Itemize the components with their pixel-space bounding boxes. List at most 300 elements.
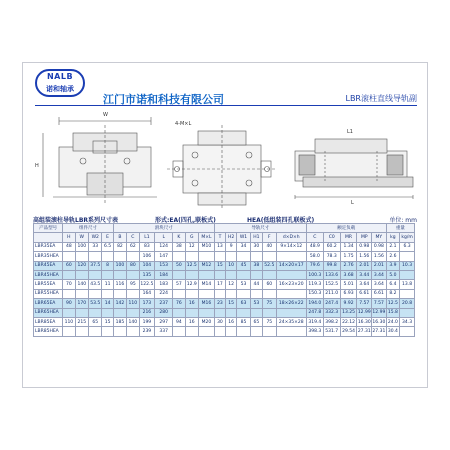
- table-cell: [75, 327, 88, 336]
- table-cell: [400, 252, 415, 261]
- table-cell: 3.68: [340, 270, 357, 279]
- table-cell: 170: [75, 299, 88, 308]
- header-group-cell: 产品型号: [34, 224, 63, 233]
- table-cell: [89, 270, 102, 279]
- table-cell: 120: [75, 261, 88, 270]
- table-cell: 44: [250, 280, 262, 289]
- top-view-drawing: [167, 125, 277, 209]
- column-header-cell: H1: [250, 233, 262, 242]
- hole-label: 4-M×L: [175, 121, 192, 127]
- table-cell: [113, 327, 126, 336]
- column-header-cell: H: [63, 233, 75, 242]
- table-cell: 173: [139, 299, 155, 308]
- table-cell: [276, 252, 306, 261]
- table-cell: 53: [237, 280, 250, 289]
- table-cell: 30: [250, 242, 262, 251]
- table-body: [34, 242, 415, 336]
- table-cell: 75: [263, 317, 276, 326]
- table-cell: 184: [155, 270, 173, 279]
- table-cell: [102, 252, 113, 261]
- table-cell: 398.2: [323, 317, 340, 326]
- table-cell: 211.0: [323, 289, 340, 298]
- table-cell: 2.01: [357, 261, 372, 270]
- table-cell: [173, 308, 185, 317]
- table-cell: 58.0: [306, 252, 323, 261]
- table-cell: 3.9: [386, 261, 399, 270]
- column-header-cell: L: [155, 233, 173, 242]
- table-cell: 75: [263, 299, 276, 308]
- table-cell: [63, 308, 75, 317]
- model-cell: LBR65EA: [34, 299, 63, 308]
- table-cell: 133.6: [323, 270, 340, 279]
- table-row: [34, 317, 415, 326]
- table-cell: 6.3: [400, 242, 415, 251]
- table-cell: [127, 308, 139, 317]
- table-cell: [214, 327, 225, 336]
- table-cell: 116: [113, 280, 126, 289]
- model-cell: LBR45HEA: [34, 270, 63, 279]
- table-cell: [127, 270, 139, 279]
- table-cell: [63, 252, 75, 261]
- column-header-cell: W: [75, 233, 88, 242]
- table-cell: 53.5: [89, 299, 102, 308]
- table-cell: [226, 270, 237, 279]
- table-cell: [75, 308, 88, 317]
- table-cell: [226, 327, 237, 336]
- table-cell: 10: [226, 261, 237, 270]
- unit-label: 单位: mm: [389, 217, 417, 224]
- table-cell: 100: [113, 261, 126, 270]
- table-cell: [75, 289, 88, 298]
- column-header-cell: MR: [340, 233, 357, 242]
- table-cell: 27.31: [357, 327, 372, 336]
- table-row: [34, 261, 415, 270]
- table-cell: 18×26×22: [276, 299, 306, 308]
- table-caption-left: 高组装滚柱导轨LBR系列尺寸表: [33, 217, 119, 224]
- table-cell: 3.64: [357, 280, 372, 289]
- table-cell: [237, 327, 250, 336]
- table-cell: 247.4: [323, 299, 340, 308]
- table-cell: 12.5: [386, 299, 399, 308]
- table-cell: [276, 327, 306, 336]
- table-cell: [127, 252, 139, 261]
- table-cell: 20.8: [400, 299, 415, 308]
- model-cell: LBR85EA: [34, 317, 63, 326]
- table-cell: M12: [199, 261, 215, 270]
- header-group-cell: 额定负载: [306, 224, 386, 233]
- table-cell: 5.0: [386, 270, 399, 279]
- table-cell: 17: [214, 280, 225, 289]
- table-cell: [214, 252, 225, 261]
- model-cell: LBR35HEA: [34, 252, 63, 261]
- table-cell: 9×14×12: [276, 242, 306, 251]
- table-cell: 43.5: [89, 280, 102, 289]
- model-cell: LBR65HEA: [34, 308, 63, 317]
- table-cell: 78.3: [323, 252, 340, 261]
- column-header-cell: MP: [357, 233, 372, 242]
- table-cell: [63, 289, 75, 298]
- table-cell: 15: [102, 317, 113, 326]
- table-cell: 16: [185, 299, 198, 308]
- table-cell: 2.1: [386, 242, 399, 251]
- table-cell: 9: [226, 242, 237, 251]
- column-header-cell: W2: [89, 233, 102, 242]
- table-cell: [63, 327, 75, 336]
- table-cell: 124: [155, 242, 173, 251]
- table-cell: 337: [155, 327, 173, 336]
- table-cell: [63, 270, 75, 279]
- table-cell: 1.56: [372, 252, 387, 261]
- table-cell: 65: [250, 317, 262, 326]
- table-row: [34, 299, 415, 308]
- table-cell: 38: [173, 242, 185, 251]
- model-cell: LBR55HEA: [34, 289, 63, 298]
- column-header-cell: MY: [372, 233, 387, 242]
- column-header-cell: W1: [237, 233, 250, 242]
- column-header-cell: kg/m: [400, 233, 415, 242]
- table-cell: 7.57: [357, 299, 372, 308]
- table-row: [34, 252, 415, 261]
- table-cell: 70: [63, 280, 75, 289]
- table-cell: [173, 327, 185, 336]
- table-cell: [250, 327, 262, 336]
- table-cell: 3.44: [357, 270, 372, 279]
- table-cell: [199, 252, 215, 261]
- table-cell: 24.0: [386, 317, 399, 326]
- table-cell: 60.2: [323, 242, 340, 251]
- spec-table: [33, 223, 415, 337]
- table-cell: [113, 289, 126, 298]
- table-cell: [89, 327, 102, 336]
- table-cell: 15: [214, 261, 225, 270]
- table-row: [34, 270, 415, 279]
- table-cell: [127, 327, 139, 336]
- front-view-drawing: [43, 117, 157, 203]
- table-cell: 1.56: [357, 252, 372, 261]
- table-cell: 76: [173, 299, 185, 308]
- table-cell: 12.99: [372, 308, 387, 317]
- table-cell: 12.9: [185, 280, 198, 289]
- table-cell: [226, 252, 237, 261]
- table-cell: 79.6: [306, 261, 323, 270]
- table-cell: 9.92: [340, 299, 357, 308]
- table-cell: 297: [155, 317, 173, 326]
- table-cell: 110: [127, 299, 139, 308]
- logo-subtext: 诺和轴承: [46, 85, 74, 93]
- table-cell: 62: [127, 242, 139, 251]
- table-cell: 150.3: [306, 289, 323, 298]
- table-cell: [173, 289, 185, 298]
- table-cell: 11: [102, 280, 113, 289]
- table-cell: [226, 289, 237, 298]
- table-cell: 6.61: [372, 289, 387, 298]
- table-cell: 63: [237, 299, 250, 308]
- series-title: LBR滚柱直线导轨副: [345, 94, 417, 103]
- table-cell: 65: [89, 317, 102, 326]
- table-cell: 8.2: [386, 289, 399, 298]
- table-cell: [400, 308, 415, 317]
- column-header-cell: [34, 233, 63, 242]
- table-cell: 99.8: [323, 261, 340, 270]
- table-row: [34, 308, 415, 317]
- table-cell: 15.8: [386, 308, 399, 317]
- table-cell: [89, 308, 102, 317]
- column-header-cell: C: [306, 233, 323, 242]
- table-cell: 24×35×28: [276, 317, 306, 326]
- length-l1-label: L1: [347, 129, 353, 135]
- table-cell: 6.4: [386, 280, 399, 289]
- table-cell: 194.0: [306, 299, 323, 308]
- table-cell: [199, 270, 215, 279]
- column-header-cell: T: [214, 233, 225, 242]
- table-row: [34, 327, 415, 336]
- table-cell: [199, 308, 215, 317]
- table-cell: 6.61: [357, 289, 372, 298]
- table-cell: 1.75: [340, 252, 357, 261]
- column-header-cell: kg: [386, 233, 399, 242]
- table-cell: 22.12: [340, 317, 357, 326]
- table-caption-right: HEA(低组装四孔联板式): [247, 217, 315, 224]
- table-cell: [400, 270, 415, 279]
- table-row: [34, 289, 415, 298]
- table-cell: 140: [75, 280, 88, 289]
- table-row: [34, 280, 415, 289]
- table-cell: [214, 289, 225, 298]
- table-cell: [263, 327, 276, 336]
- table-cell: [263, 289, 276, 298]
- table-cell: 332.3: [323, 308, 340, 317]
- technical-drawings: [33, 111, 419, 211]
- table-cell: 6.5: [102, 242, 113, 251]
- header-group-cell: 导轨尺寸: [214, 224, 306, 233]
- column-header-cell: M×L: [199, 233, 215, 242]
- header-group-cell: 组件尺寸: [63, 224, 114, 233]
- table-cell: M16: [199, 299, 215, 308]
- column-header-cell: B: [113, 233, 126, 242]
- table-cell: [75, 252, 88, 261]
- table-cell: 100.3: [306, 270, 323, 279]
- table-cell: [113, 270, 126, 279]
- table-cell: 398.3: [306, 327, 323, 336]
- table-cell: [400, 327, 415, 336]
- table-cell: 16×23×20: [276, 280, 306, 289]
- table-cell: 38: [250, 261, 262, 270]
- length-label: L: [351, 200, 354, 206]
- table-cell: [185, 289, 198, 298]
- side-view-drawing: [295, 139, 413, 199]
- table-cell: [226, 308, 237, 317]
- header-group-row: [34, 224, 415, 233]
- table-cell: [237, 289, 250, 298]
- table-cell: [276, 289, 306, 298]
- width-label: W: [103, 112, 108, 118]
- table-cell: 140: [127, 317, 139, 326]
- table-cell: 16: [185, 317, 198, 326]
- table-cell: 5.01: [340, 280, 357, 289]
- table-cell: [113, 252, 126, 261]
- table-cell: [263, 308, 276, 317]
- table-cell: [250, 252, 262, 261]
- table-cell: 14: [102, 299, 113, 308]
- table-cell: [102, 289, 113, 298]
- column-header-cell: d×D×h: [276, 233, 306, 242]
- company-name: 江门市诺和科技有限公司: [103, 93, 224, 106]
- table-cell: 215: [75, 317, 88, 326]
- model-cell: LBR45EA: [34, 261, 63, 270]
- table-cell: 135: [139, 270, 155, 279]
- column-header-cell: E: [102, 233, 113, 242]
- table-row: [34, 242, 415, 251]
- table-cell: [214, 270, 225, 279]
- table-cell: 12.99: [357, 308, 372, 317]
- table-cell: 7.57: [372, 299, 387, 308]
- column-header-row: [34, 233, 415, 242]
- table-cell: 14×20×17: [276, 261, 306, 270]
- column-header-cell: F: [263, 233, 276, 242]
- table-cell: 164: [139, 289, 155, 298]
- table-cell: [250, 308, 262, 317]
- table-cell: M10: [199, 242, 215, 251]
- table-cell: [102, 327, 113, 336]
- table-cell: 13.8: [400, 280, 415, 289]
- table-cell: 16.30: [372, 317, 387, 326]
- table-cell: [237, 270, 250, 279]
- table-cell: 60: [263, 280, 276, 289]
- table-cell: 0.98: [372, 242, 387, 251]
- table-cell: [276, 270, 306, 279]
- table-cell: 142: [113, 299, 126, 308]
- table-cell: 104: [139, 261, 155, 270]
- table-cell: 3.64: [372, 280, 387, 289]
- table-cell: 90: [63, 299, 75, 308]
- table-cell: 80: [127, 261, 139, 270]
- table-cell: 37.5: [89, 261, 102, 270]
- table-cell: 52.5: [263, 261, 276, 270]
- table-cell: 185: [113, 317, 126, 326]
- table-cell: 2.6: [386, 252, 399, 261]
- table-cell: [214, 308, 225, 317]
- table-cell: 152.5: [323, 280, 340, 289]
- table-cell: 45: [237, 261, 250, 270]
- logo-text: NALB: [46, 72, 74, 81]
- table-cell: 33: [89, 242, 102, 251]
- table-cell: 147: [155, 252, 173, 261]
- table-cell: [276, 308, 306, 317]
- drawing-svg: [33, 111, 419, 211]
- table-cell: [75, 270, 88, 279]
- table-cell: [250, 270, 262, 279]
- table-cell: [185, 252, 198, 261]
- model-cell: LBR55EA: [34, 280, 63, 289]
- table-cell: 280: [155, 308, 173, 317]
- table-cell: 85: [237, 317, 250, 326]
- model-cell: LBR35EA: [34, 242, 63, 251]
- table-cell: 48: [63, 242, 75, 251]
- table-cell: [237, 308, 250, 317]
- column-header-cell: G: [185, 233, 198, 242]
- table-caption-middle: 形式:EA(四孔,联板式): [155, 217, 216, 224]
- catalog-page: [22, 62, 428, 388]
- height-label: H: [35, 163, 39, 169]
- header-group-cell: 滑块尺寸: [113, 224, 214, 233]
- table-cell: [113, 308, 126, 317]
- table-cell: [185, 308, 198, 317]
- table-cell: [237, 252, 250, 261]
- table-cell: 13: [214, 242, 225, 251]
- table-cell: [173, 270, 185, 279]
- table-cell: 239: [139, 327, 155, 336]
- column-header-cell: K: [173, 233, 185, 242]
- table-cell: [199, 327, 215, 336]
- table-cell: M20: [199, 317, 215, 326]
- table-cell: [199, 289, 215, 298]
- table-cell: 12: [185, 242, 198, 251]
- column-header-cell: H2: [226, 233, 237, 242]
- table-cell: 34: [237, 242, 250, 251]
- table-cell: 12.5: [185, 261, 198, 270]
- model-cell: LBR85HEA: [34, 327, 63, 336]
- table-cell: M14: [199, 280, 215, 289]
- table-cell: 29.54: [340, 327, 357, 336]
- table-cell: [89, 289, 102, 298]
- table-cell: 13.25: [340, 308, 357, 317]
- table-cell: [102, 270, 113, 279]
- table-cell: 50: [173, 261, 185, 270]
- table-cell: [89, 252, 102, 261]
- table-cell: 319.4: [306, 317, 323, 326]
- column-header-cell: L1: [139, 233, 155, 242]
- table-cell: 82: [113, 242, 126, 251]
- table-cell: 23: [214, 299, 225, 308]
- table-cell: 100: [75, 242, 88, 251]
- table-cell: 15: [226, 299, 237, 308]
- table-cell: 30: [214, 317, 225, 326]
- table-cell: 8: [102, 261, 113, 270]
- table-cell: 110: [63, 317, 75, 326]
- column-header-cell: C0: [323, 233, 340, 242]
- table-cell: [102, 308, 113, 317]
- header-divider: [35, 105, 417, 106]
- table-cell: 119.3: [306, 280, 323, 289]
- table-cell: 122.5: [139, 280, 155, 289]
- table-cell: 30.4: [386, 327, 399, 336]
- table-cell: 12: [226, 280, 237, 289]
- table-cell: 224: [155, 289, 173, 298]
- table-cell: 34.3: [400, 317, 415, 326]
- table-cell: 0.98: [357, 242, 372, 251]
- table-cell: 183: [155, 280, 173, 289]
- table-cell: 57: [173, 280, 185, 289]
- table-cell: 16: [226, 317, 237, 326]
- table-cell: 2.01: [372, 261, 387, 270]
- table-cell: 53: [250, 299, 262, 308]
- table-cell: 199: [139, 317, 155, 326]
- table-cell: 6.93: [340, 289, 357, 298]
- column-header-cell: C: [127, 233, 139, 242]
- table-cell: 48.9: [306, 242, 323, 251]
- table-cell: 3.44: [372, 270, 387, 279]
- table-cell: 16.30: [357, 317, 372, 326]
- table-cell: 247.8: [306, 308, 323, 317]
- table-cell: 27.31: [372, 327, 387, 336]
- table-cell: [185, 270, 198, 279]
- table-cell: [400, 289, 415, 298]
- table-cell: 40: [263, 242, 276, 251]
- table-cell: [173, 252, 185, 261]
- table-cell: [127, 289, 139, 298]
- table-cell: [263, 270, 276, 279]
- table-cell: 60: [63, 261, 75, 270]
